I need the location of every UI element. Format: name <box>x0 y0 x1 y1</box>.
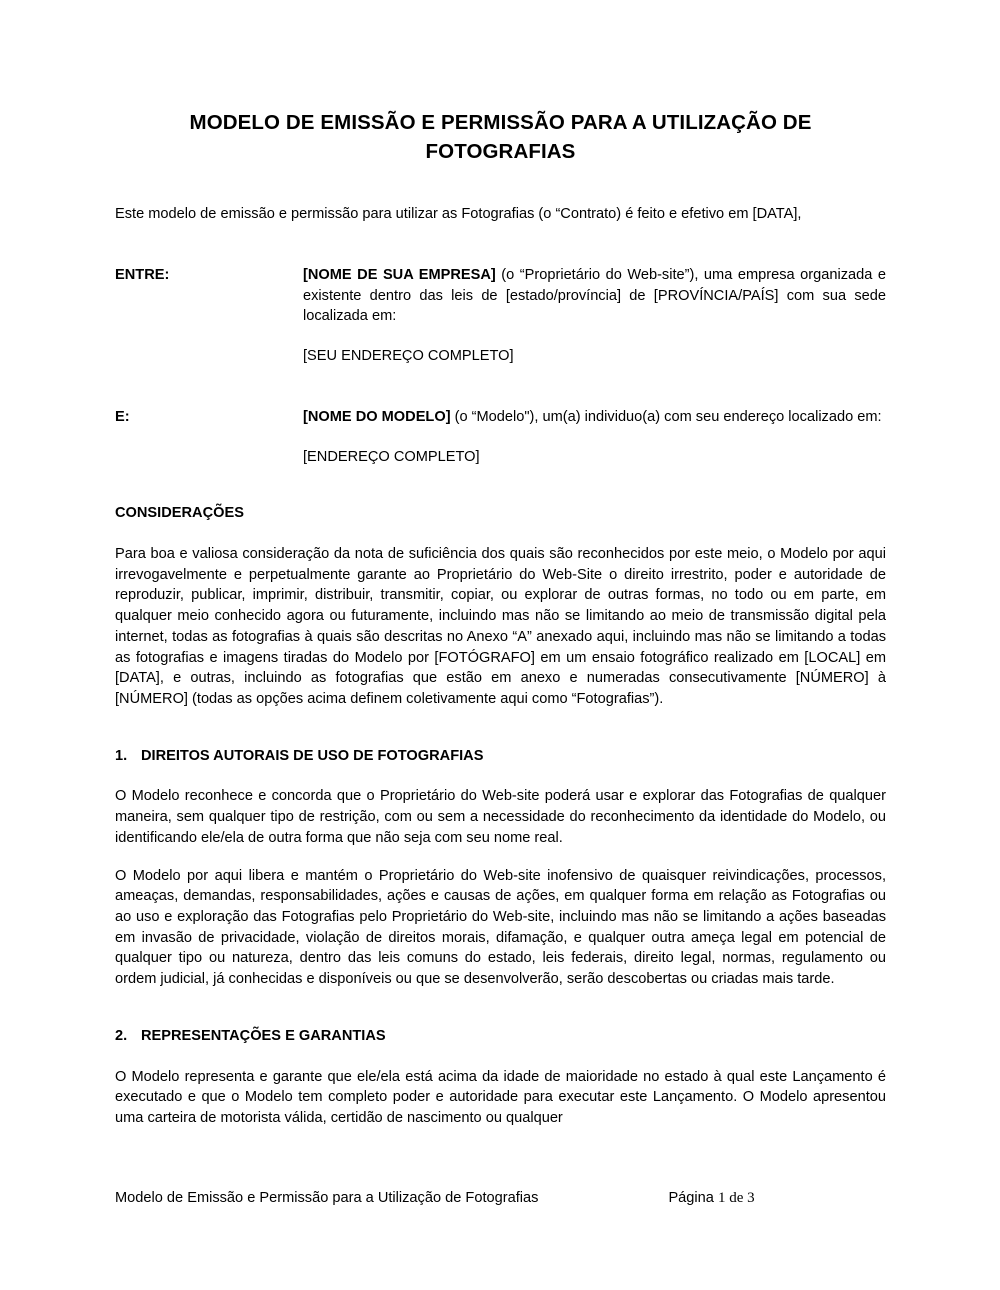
section-2-number: 2. <box>115 1027 128 1044</box>
footer-page-label: Página <box>668 1190 714 1206</box>
party-block-e <box>115 407 886 467</box>
page-title: MODELO DE EMISSÃO E PERMISSÃO PARA A UTILIZAÇÃO DE FOTOGRAFIAS <box>189 111 812 164</box>
intro-paragraph: Este modelo de emissão e permissão para utilizar as Fotografias (o “Contrato) é feito e efetivo em [DATA], <box>115 206 802 223</box>
party-body-entre <box>303 265 886 367</box>
section-2-paragraph-1: O Modelo representa e garante que ele/ela está acima da idade de maioridade no estado à qual este Lançamento é executado e que o Modelo tem completo poder e autoridade para executar este Lançamento. O Modelo apresentou uma carteira de motorista válida, certidão de nascimento ou qualquer <box>115 1068 886 1127</box>
considerations-heading: CONSIDERAÇÕES <box>115 505 244 522</box>
section-2 <box>115 1026 886 1129</box>
document-content <box>115 108 886 1129</box>
section-1 <box>115 746 886 990</box>
party-label-entre: ENTRE: <box>115 266 170 283</box>
party-description-e: (o “Modelo"), um(a) individuo(a) com seu endereço localizado em: <box>450 408 882 425</box>
party-description-entre: (o “Proprietário do Web-site”), uma empresa organizada e existente dentro das leis de [estado/província] de [PROVÍNCIA/PAÍS] com sua sede localizada em: <box>303 266 886 325</box>
party-label-e: E: <box>115 408 130 425</box>
party-address-e: [ENDEREÇO COMPLETO] <box>303 448 480 465</box>
party-body-e <box>303 407 886 467</box>
section-2-heading <box>115 1026 886 1047</box>
section-2-title: REPRESENTAÇÕES E GARANTIAS <box>141 1027 386 1044</box>
section-1-number: 1. <box>115 747 128 764</box>
page-footer <box>115 1188 886 1209</box>
considerations-block <box>115 503 886 709</box>
party-name-e: [NOME DO MODELO] <box>303 408 451 425</box>
party-address-entre: [SEU ENDEREÇO COMPLETO] <box>303 348 514 365</box>
section-1-title: DIREITOS AUTORAIS DE USO DE FOTOGRAFIAS <box>141 747 484 764</box>
footer-page-indicator <box>668 1188 754 1209</box>
section-1-paragraph-1: O Modelo reconhece e concorda que o Proprietário do Web-site poderá usar e explorar das Fotografias de qualquer maneira, sem qualquer tipo de restrição, com ou sem a necessidade do reconhecimento da identidade do Modelo, ou identificando ele/ela de outra forma que não seja com seu nome real. <box>115 788 886 846</box>
considerations-paragraph: Para boa e valiosa consideração da nota de suficiência dos quais são reconhecidos por este meio, o Modelo por aqui irrevogavelmente e perpetualmente garante ao Proprietário do Web-Site o direito irrestrito, poder e autoridade de reproduzir, publicar, imprimir, distribuir, transmitir, copiar, ou explorar de outras formas, no todo ou em parte, em qualquer meio conhecido agora ou futuramente, incluindo mas não se limitando ao meio de transmissão digital pela internet, todas as fotografias à quais são descritas no Anexo “A” anexado aqui, incluindo mas não se limitando a todas as fotografias e imagens tiradas do Modelo por [FOTÓGRAFO] em um ensaio fotográfico realizado em [LOCAL] em [DATA], e outras, incluindo as fotografias que estão em anexo e numeradas consecutivamente [NÚMERO] à [NÚMERO] (todas as opções acima definem coletivamente aqui como “Fotografias”). <box>115 545 886 707</box>
footer-page-number: 1 de 3 <box>717 1190 755 1206</box>
footer-document-name: Modelo de Emissão e Permissão para a Utilização de Fotografias <box>115 1190 539 1206</box>
section-1-heading <box>115 746 886 767</box>
party-name-entre: [NOME DE SUA EMPRESA] <box>303 266 496 283</box>
section-1-paragraph-2: O Modelo por aqui libera e mantém o Proprietário do Web-site inofensivo de quaisquer reivindicações, processos, ameaças, demandas, responsabilidades, ações e causas de ações, em qualquer forma em relação as Fotografias ou ao uso e exploração das Fotografias pelo Proprietário do Web-site, incluindo mas não se limitando a ações baseadas em invasão de privacidade, violação de direitos morais, difamação, e qualquer outra ameça legal em potencial de qualquer tipo ou natureza, dentro das leis comuns do estado, leis federais, direito legal, normas, regulamento ou ordem judicial, já conhecidas e disponíveis ou que se desenvolverão, serão descobertas ou criadas mais tarde. <box>115 867 886 988</box>
party-block-entre <box>115 265 886 367</box>
